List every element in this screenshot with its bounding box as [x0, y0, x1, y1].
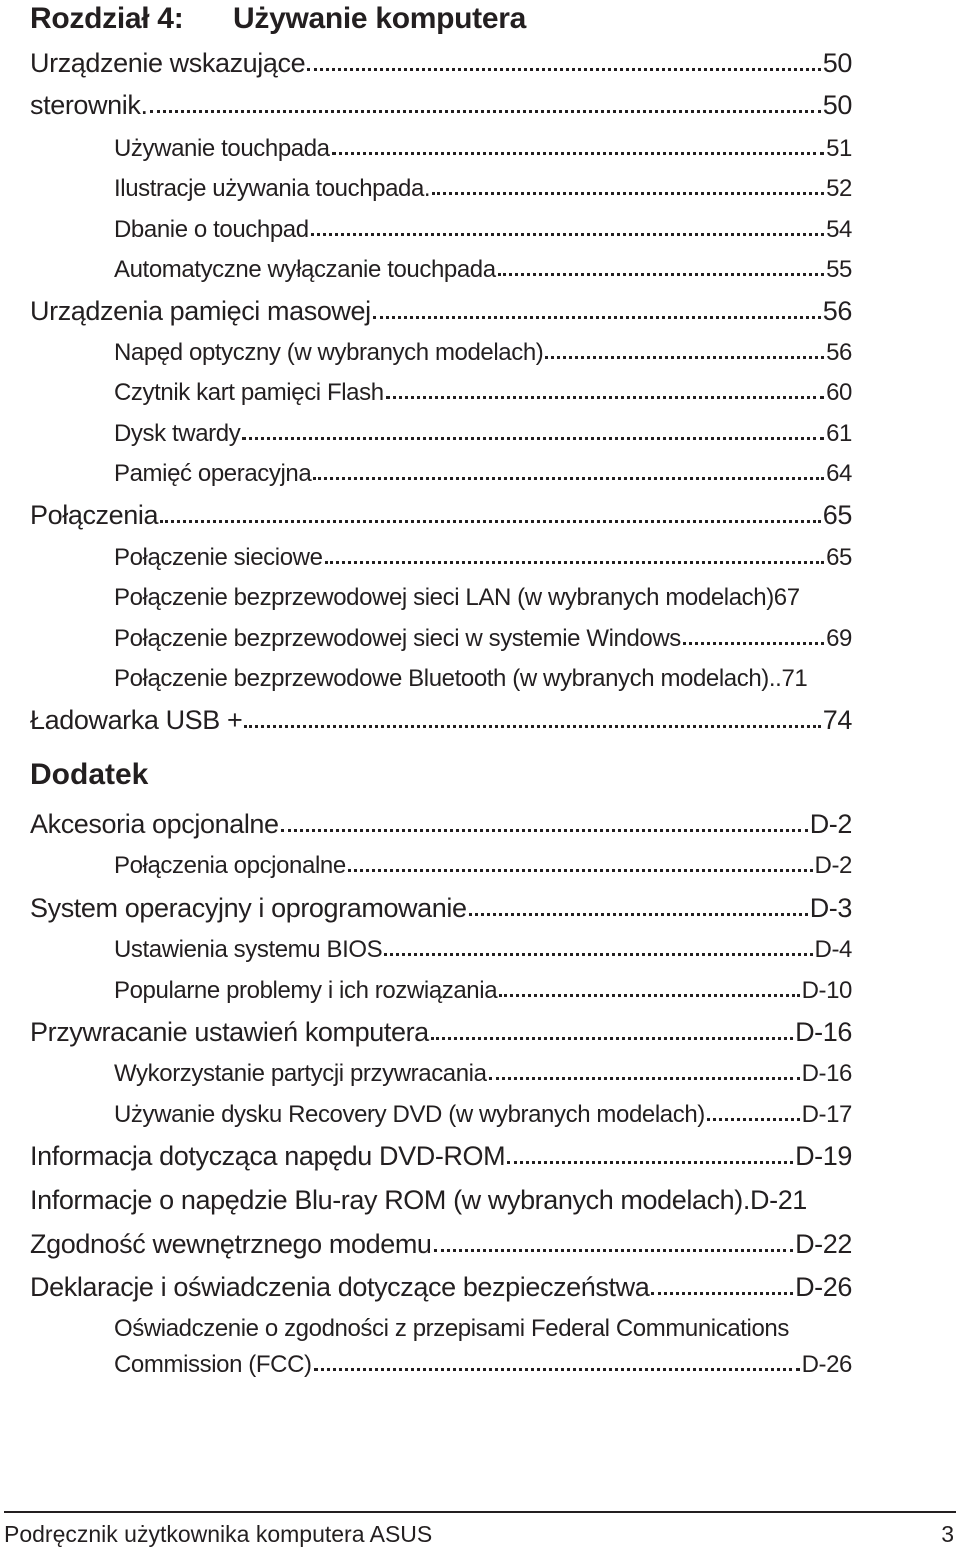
dot-leader: [311, 230, 824, 236]
toc-entry[interactable]: [30, 1017, 852, 1048]
toc-entry[interactable]: [114, 852, 852, 880]
toc-entry[interactable]: [30, 893, 852, 924]
dot-leader: [348, 866, 813, 872]
toc-entry[interactable]: [114, 460, 852, 488]
dot-leader: [707, 1115, 800, 1121]
toc-entry[interactable]: [114, 1101, 852, 1129]
toc-entry[interactable]: [114, 256, 852, 284]
toc-entry-title: Commission (FCC): [114, 1351, 312, 1378]
dot-leader: [683, 639, 824, 645]
toc-entry-title: Informacje o napędzie Blu-ray ROM (w wybranych modelach).: [30, 1185, 750, 1215]
dot-leader: [651, 1289, 793, 1295]
dot-leader: [498, 270, 824, 276]
dot-leader: [373, 313, 821, 319]
toc-entry-title: sterownik.: [30, 90, 148, 120]
toc-entry-title: Pamięć operacyjna: [114, 460, 312, 487]
toc-entry-page: ..71: [768, 665, 808, 692]
dot-leader: [314, 1365, 800, 1371]
dot-leader: [332, 149, 824, 155]
toc-entry-title: Deklaracje i oświadczenia dotyczące bezpieczeństwa: [30, 1272, 650, 1302]
toc-entry-title: Popularne problemy i ich rozwiązania: [114, 977, 498, 1004]
toc-entry-page: 51: [826, 135, 852, 162]
toc-entry-page: 69: [826, 625, 852, 652]
toc-entry-page: D-19: [795, 1141, 852, 1171]
toc-entry-line: [114, 1315, 852, 1343]
toc-entry-page: 74: [822, 705, 852, 735]
toc-entry[interactable]: [30, 1272, 852, 1303]
toc-entry[interactable]: [30, 1229, 852, 1260]
toc-entry-title: Napęd optyczny (w wybranych modelach): [114, 339, 544, 366]
toc-entry-page: 56: [826, 339, 852, 366]
toc-entry-title: Czytnik kart pamięci Flash: [114, 379, 384, 406]
toc-entry[interactable]: [114, 379, 852, 407]
toc-entry[interactable]: [30, 809, 852, 840]
toc-entry-title: Automatyczne wyłączanie touchpada: [114, 256, 496, 283]
toc-entry-page: 65: [826, 544, 852, 571]
toc-entry-page: D-4: [814, 936, 852, 963]
toc-entry[interactable]: [114, 420, 852, 448]
dot-leader: [150, 107, 821, 113]
toc-entry-title: Używanie touchpada: [114, 135, 330, 162]
toc-entry[interactable]: [30, 48, 852, 79]
toc-entry-page: D-17: [801, 1101, 852, 1128]
toc-entry-page: 52: [826, 175, 852, 202]
toc-entry-title-line1: Oświadczenie o zgodności z przepisami Federal Communications: [114, 1315, 789, 1342]
toc-entry-title: Połączenia: [30, 500, 159, 530]
footer-page-number: 3: [941, 1521, 954, 1547]
toc-entry-page: 50: [822, 90, 852, 120]
toc-entry-title: Połączenie bezprzewodowej sieci w systemie Windows: [114, 625, 681, 652]
chapter-title: Używanie komputera: [233, 2, 527, 35]
toc-entry-page: D-21: [750, 1185, 807, 1215]
toc-entry-title: Dysk twardy: [114, 420, 241, 447]
toc-entry-title: Informacja dotycząca napędu DVD-ROM: [30, 1141, 506, 1171]
dot-leader: [160, 517, 821, 523]
toc-entry-page: 65: [822, 500, 852, 530]
dot-leader: [434, 1246, 794, 1252]
dot-leader: [386, 393, 824, 399]
toc-entry[interactable]: [114, 339, 852, 367]
toc-entry-page: D-10: [801, 977, 852, 1004]
toc-entry-title: Zgodność wewnętrznego modemu: [30, 1229, 432, 1259]
footer-divider: [4, 1511, 956, 1513]
toc-entry-page: 55: [826, 256, 852, 283]
toc-entry-title: Przywracanie ustawień komputera: [30, 1017, 429, 1047]
toc-entry-title: Ustawienia systemu BIOS: [114, 936, 383, 963]
chapter-number: Rozdział 4:: [30, 2, 184, 35]
toc-entry[interactable]: [114, 936, 852, 964]
dot-leader: [281, 826, 808, 832]
footer-title: Podręcznik użytkownika komputera ASUS: [4, 1521, 433, 1547]
toc-entry[interactable]: [30, 1185, 852, 1216]
chapter-heading: [30, 2, 526, 36]
toc-entry-title: Ilustracje używania touchpada.: [114, 175, 431, 202]
appendix-heading: Dodatek: [30, 758, 149, 791]
toc-entry-page: D-16: [795, 1017, 852, 1047]
toc-entry[interactable]: [114, 1351, 852, 1379]
toc-entry-title: Połączenia opcjonalne: [114, 852, 346, 879]
toc-entry-page: D-22: [795, 1229, 852, 1259]
toc-entry-title: Dbanie o touchpad: [114, 216, 309, 243]
toc-entry-title: Połączenie sieciowe: [114, 544, 323, 571]
toc-entry-title: Urządzenia pamięci masowej: [30, 296, 371, 326]
toc-entry-page: 64: [826, 460, 852, 487]
toc-entry-title: Używanie dysku Recovery DVD (w wybranych modelach): [114, 1101, 705, 1128]
toc-entry[interactable]: [30, 1141, 852, 1172]
dot-leader: [489, 1074, 800, 1080]
toc-entry-page: D-16: [801, 1060, 852, 1087]
toc-entry[interactable]: [114, 1060, 852, 1088]
dot-leader: [384, 950, 812, 956]
dot-leader: [325, 558, 825, 564]
toc-entry[interactable]: [114, 584, 852, 612]
toc-entry-page: 54: [826, 216, 852, 243]
toc-entry-title: Połączenie bezprzewodowe Bluetooth (w wybranych modelach): [114, 665, 769, 692]
toc-entry-title: Urządzenie wskazujące: [30, 48, 306, 78]
toc-entry-title: Wykorzystanie partycji przywracania: [114, 1060, 487, 1087]
toc-entry-page: 60: [826, 379, 852, 406]
toc-entry-page: D-2: [809, 809, 852, 839]
toc-entry-page: 56: [822, 296, 852, 326]
toc-entry[interactable]: [30, 500, 852, 531]
dot-leader: [432, 189, 824, 195]
toc-entry-title: Ładowarka USB +: [30, 705, 243, 735]
toc-entry[interactable]: [114, 665, 852, 693]
toc-entry-page: D-2: [814, 852, 852, 879]
toc-entry-page: 67: [773, 584, 800, 611]
toc-entry[interactable]: [114, 216, 852, 244]
toc-entry-title: Połączenie bezprzewodowej sieci LAN (w wybranych modelach): [114, 584, 774, 611]
toc-entry[interactable]: [114, 135, 852, 163]
toc-entry-page: 61: [826, 420, 852, 447]
dot-leader: [499, 991, 799, 997]
dot-leader: [431, 1034, 793, 1040]
toc-entry[interactable]: [114, 544, 852, 572]
toc-entry[interactable]: [114, 625, 852, 653]
dot-leader: [469, 910, 808, 916]
dot-leader: [242, 434, 824, 440]
dot-leader: [507, 1158, 793, 1164]
toc-entry[interactable]: [30, 705, 852, 736]
toc-entry-page: D-3: [809, 893, 852, 923]
toc-entry[interactable]: [30, 90, 852, 121]
toc-entry-page: D-26: [801, 1351, 852, 1378]
dot-leader: [244, 722, 820, 728]
toc-entry[interactable]: [30, 296, 852, 327]
toc-entry-page: 50: [822, 48, 852, 78]
toc-entry-title: Akcesoria opcjonalne: [30, 809, 279, 839]
toc-entry[interactable]: [114, 175, 852, 203]
dot-leader: [307, 65, 821, 71]
toc-entry-title: System operacyjny i oprogramowanie: [30, 893, 467, 923]
dot-leader: [545, 353, 824, 359]
toc-entry-page: D-26: [795, 1272, 852, 1302]
dot-leader: [313, 474, 824, 480]
toc-entry[interactable]: [114, 977, 852, 1005]
